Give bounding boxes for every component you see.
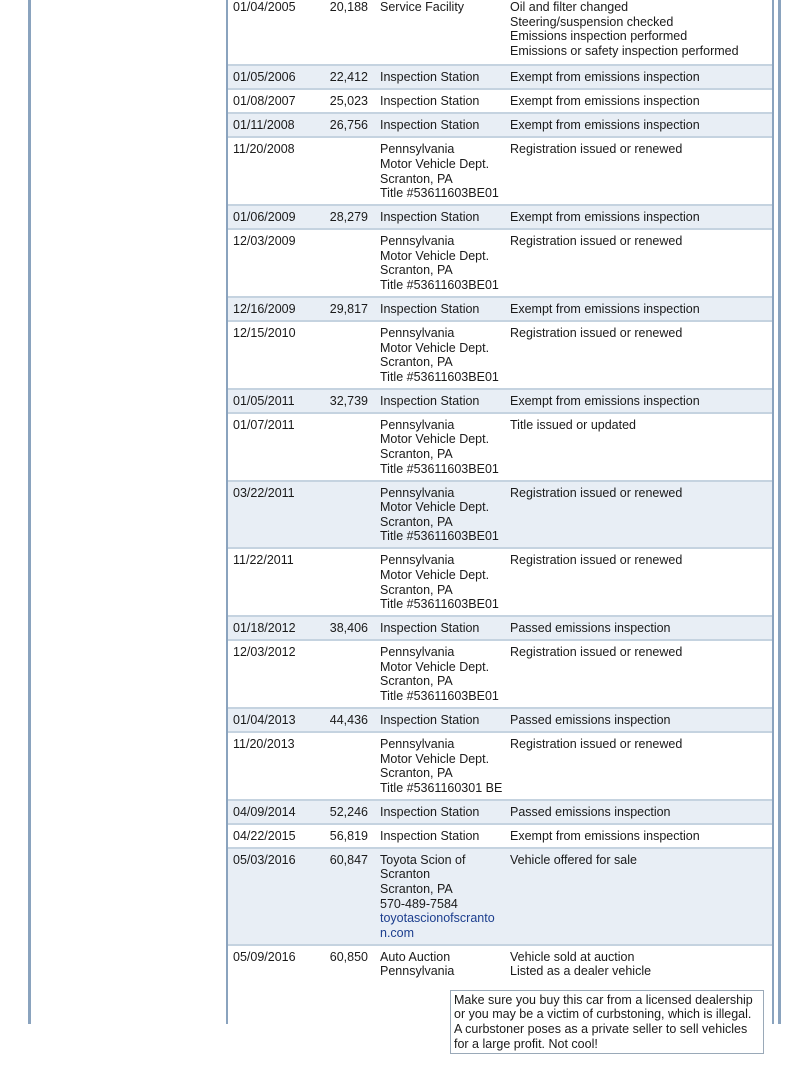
source-line: Auto Auction [380,949,451,964]
row-odometer: 44,436 [329,712,368,727]
source-line: Motor Vehicle Dept. [380,567,490,582]
row-comments [510,849,770,868]
row-odometer: 20,188 [329,0,368,14]
source-line: Inspection Station [380,804,480,819]
source-line: Pennsylvania [380,325,455,340]
comment-line: Registration issued or renewed [510,553,683,568]
row-source [380,617,504,636]
row-odometer: 22,412 [329,70,368,85]
row-comments [510,617,770,636]
source-line: Pennsylvania [380,736,455,751]
comment-line: Exempt from emissions inspection [510,70,700,85]
row-comments [510,641,770,660]
comment-line: Listed as a dealer vehicle [510,964,652,979]
comment-line: Registration issued or renewed [510,736,683,751]
row-source [380,414,504,476]
source-line: Inspection Station [380,712,480,727]
table-row [228,390,772,414]
row-comments [510,801,770,820]
row-comments [510,709,770,728]
row-source [380,230,504,292]
table-row [228,709,772,733]
row-source [380,709,504,728]
curbstoning-warning: Make sure you buy this car from a licensed dealership or you may be a victim of curbstoning, which is illegal. A curbstoner poses as a private seller to sell vehicles for a large profit. Not cool! [450,990,764,1054]
comment-line: Registration issued or renewed [510,645,683,660]
source-line: Pennsylvania [380,485,455,500]
row-odometer [304,230,368,234]
table-row [228,66,772,90]
source-line: Title #53611603BE01 [380,597,499,612]
comment-line: Passed emissions inspection [510,712,671,727]
source-line: Motor Vehicle Dept. [380,751,490,766]
source-line: Inspection Station [380,94,480,109]
source-line: Inspection Station [380,210,480,225]
row-odometer: 29,817 [329,301,368,316]
source-line: Motor Vehicle Dept. [380,432,490,447]
source-line: Inspection Station [380,828,480,843]
comment-line: Exempt from emissions inspection [510,94,700,109]
table-row [228,414,772,482]
row-source [380,549,504,611]
source-line: Scranton, PA [380,514,453,529]
table-row [228,549,772,617]
source-line: Scranton, PA [380,766,453,781]
table-row [228,641,772,709]
comment-line: Exempt from emissions inspection [510,118,700,133]
row-date: 04/09/2014 [233,804,296,819]
row-source [380,733,504,795]
row-odometer [304,322,368,326]
row-source [380,206,504,225]
source-line: Inspection Station [380,393,480,408]
row-date: 01/05/2011 [233,393,295,408]
row-comments [510,0,770,58]
row-odometer: 60,850 [329,949,368,964]
row-date: 11/22/2011 [233,553,294,568]
row-comments [510,549,770,568]
table-row [228,946,772,1086]
left-page-border [28,0,31,1024]
row-comments [510,946,770,979]
row-odometer: 52,246 [329,804,368,819]
row-source [380,390,504,409]
source-line: Motor Vehicle Dept. [380,659,490,674]
source-line: Inspection Station [380,70,480,85]
source-line: Pennsylvania [380,234,455,249]
source-line: Toyota Scion of [380,852,466,867]
row-source [380,90,504,109]
source-line: Title #53611603BE01 [380,688,499,703]
row-odometer: 25,023 [329,94,368,109]
table-row [228,298,772,322]
source-line: Pennsylvania [380,964,455,979]
right-page-border [778,0,781,1024]
comment-line: Vehicle sold at auction [510,949,635,964]
row-source [380,946,504,979]
row-odometer: 26,756 [329,118,368,133]
table-row [228,322,772,390]
comment-line: Registration issued or renewed [510,234,683,249]
comment-line: Title issued or updated [510,417,637,432]
comment-line: Emissions inspection performed [510,29,688,44]
row-date: 01/06/2009 [233,210,296,225]
comment-line: Registration issued or renewed [510,325,683,340]
source-line: Scranton, PA [380,582,453,597]
source-line: Title #53611603BE01 [380,461,499,476]
comment-line: Steering/suspension checked [510,14,674,29]
table-row [228,733,772,801]
row-comments [510,482,770,501]
row-odometer: 38,406 [329,621,368,636]
source-line: Title #53611603BE01 [380,277,499,292]
table-row [228,801,772,825]
row-source [380,66,504,85]
table-row [228,849,772,946]
row-comments [510,825,770,844]
comment-line: Exempt from emissions inspection [510,301,700,316]
row-source [380,849,504,941]
row-source [380,825,504,844]
row-source [380,0,504,15]
row-date: 01/08/2007 [233,94,296,109]
row-date: 03/22/2011 [233,485,295,500]
row-date: 11/20/2008 [233,142,295,157]
source-line: Inspection Station [380,621,480,636]
source-line: Scranton, PA [380,263,453,278]
row-source [380,114,504,133]
comment-line: Registration issued or renewed [510,142,683,157]
row-comments [510,414,770,433]
row-comments [510,138,770,157]
row-odometer [304,138,368,142]
row-date: 01/04/2005 [233,0,296,14]
table-row [228,482,772,550]
source-line: Pennsylvania [380,553,455,568]
source-line: Title #53611603BE01 [380,529,499,544]
source-line: Scranton, PA [380,171,453,186]
comment-line: Emissions or safety inspection performed [510,43,739,58]
row-odometer: 32,739 [329,393,368,408]
table-row [228,138,772,206]
comment-line: Exempt from emissions inspection [510,393,700,408]
table-row [228,0,772,66]
comment-line: Passed emissions inspection [510,621,671,636]
row-odometer: 60,847 [329,852,368,867]
row-date: 01/04/2013 [233,712,296,727]
source-line: Scranton, PA [380,674,453,689]
row-source [380,298,504,317]
source-line: Title #53611603BE01 [380,186,499,201]
source-line: Pennsylvania [380,645,455,660]
table-row [228,617,772,641]
row-odometer [304,549,368,553]
row-source [380,482,504,544]
row-comments [510,390,770,409]
table-row [228,230,772,298]
comment-line: Exempt from emissions inspection [510,210,700,225]
row-date: 01/07/2011 [233,417,295,432]
row-date: 05/09/2016 [233,949,296,964]
row-comments [510,322,770,341]
row-comments [510,733,770,752]
row-comments [510,114,770,133]
row-date: 12/15/2010 [233,325,296,340]
comment-line: Vehicle offered for sale [510,852,637,867]
row-comments [510,90,770,109]
row-date: 01/18/2012 [233,621,296,636]
row-date: 12/03/2009 [233,234,296,249]
row-odometer [304,733,368,737]
source-line: Motor Vehicle Dept. [380,340,490,355]
table-row [228,825,772,849]
row-odometer: 28,279 [329,210,368,225]
row-date: 01/05/2006 [233,70,296,85]
table-row [228,90,772,114]
source-line: Title #53611603BE01 [380,369,499,384]
source-line: Motor Vehicle Dept. [380,500,490,515]
row-comments [510,230,770,249]
row-comments [510,298,770,317]
comment-line: Passed emissions inspection [510,804,671,819]
row-source [380,801,504,820]
row-comments [510,206,770,225]
source-line: Pennsylvania [380,417,455,432]
row-odometer: 56,819 [329,828,368,843]
row-date: 12/16/2009 [233,301,296,316]
row-source [380,322,504,384]
row-date: 12/03/2012 [233,645,296,660]
comment-line: Registration issued or renewed [510,485,683,500]
row-date: 01/11/2008 [233,118,295,133]
source-line: Inspection Station [380,301,480,316]
row-source [380,641,504,703]
source-line: Motor Vehicle Dept. [380,156,490,171]
source-line: 570-489-7584 [380,896,458,911]
source-line: Scranton, PA [380,355,453,370]
comment-line: Exempt from emissions inspection [510,828,700,843]
source-line: Pennsylvania [380,142,455,157]
source-line: Service Facility [380,0,465,14]
dealer-website-link[interactable]: toyotascionofscranton.com [380,911,495,940]
vehicle-history-table [226,0,774,1051]
source-line: Motor Vehicle Dept. [380,248,490,263]
source-line: Title #5361160301 BE [380,780,503,795]
history-rows [228,0,772,1086]
row-date: 05/03/2016 [233,852,296,867]
source-line: Inspection Station [380,118,480,133]
source-line: Scranton, PA [380,446,453,461]
row-date: 11/20/2013 [233,736,295,751]
row-date: 04/22/2015 [233,828,296,843]
row-odometer [304,414,368,418]
row-odometer [304,482,368,486]
comment-line: Oil and filter changed [510,0,629,14]
table-row [228,114,772,138]
row-odometer [304,641,368,645]
table-row [228,206,772,230]
row-comments [510,66,770,85]
source-line: Scranton, PA [380,881,453,896]
row-source [380,138,504,200]
source-line: Scranton [380,867,431,882]
